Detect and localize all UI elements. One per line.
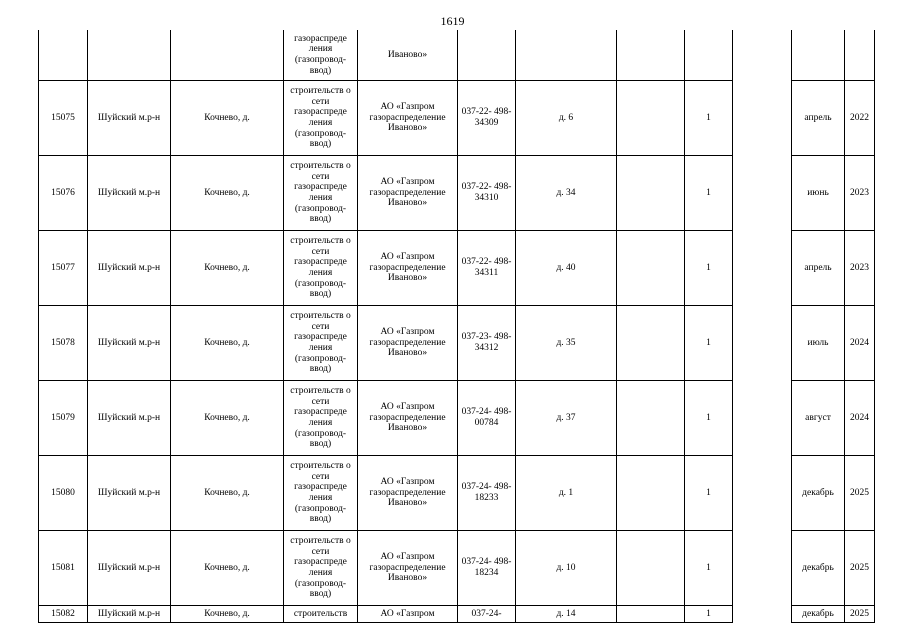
cell-purpose: строительств о сети газораспреде ления (газопровод- ввод) (284, 456, 358, 531)
cell-purpose: строительств о сети газораспреде ления (газопровод- ввод) (284, 306, 358, 381)
cell-organization: АО «Газпром газораспределение Иваново» (358, 531, 458, 606)
cell-house: д. 14 (516, 606, 617, 623)
cell-organization: АО «Газпром (358, 606, 458, 623)
cell-locality (171, 30, 284, 81)
cell-locality: Кочнево, д. (171, 306, 284, 381)
cell-month: август (792, 381, 845, 456)
table-row (39, 306, 875, 381)
cell-district: Шуйский м.р-н (88, 231, 171, 306)
cell-count: 1 (685, 456, 733, 531)
cell-year (845, 30, 875, 81)
cell-id: 15080 (39, 456, 88, 531)
cell-extra (617, 306, 685, 381)
cell-gap (733, 381, 792, 456)
cell-purpose: строительств о сети газораспреде ления (газопровод- ввод) (284, 231, 358, 306)
cell-year: 2023 (845, 231, 875, 306)
table-row (39, 156, 875, 231)
cell-gap (733, 306, 792, 381)
cell-house: д. 1 (516, 456, 617, 531)
cell-month: июнь (792, 156, 845, 231)
cell-house: д. 35 (516, 306, 617, 381)
table-row (39, 531, 875, 606)
cell-code: 037-22- 498-34310 (458, 156, 516, 231)
registry-table (38, 30, 875, 623)
cell-year: 2025 (845, 606, 875, 623)
cell-extra (617, 606, 685, 623)
cell-locality: Кочнево, д. (171, 231, 284, 306)
cell-district: Шуйский м.р-н (88, 381, 171, 456)
cell-id: 15075 (39, 81, 88, 156)
cell-gap (733, 231, 792, 306)
cell-count: 1 (685, 531, 733, 606)
cell-district: Шуйский м.р-н (88, 456, 171, 531)
cell-year: 2025 (845, 456, 875, 531)
cell-count (685, 30, 733, 81)
cell-month: декабрь (792, 606, 845, 623)
cell-code (458, 30, 516, 81)
cell-house: д. 40 (516, 231, 617, 306)
cell-code: 037-24- 498-18233 (458, 456, 516, 531)
cell-house: д. 10 (516, 531, 617, 606)
cell-count: 1 (685, 381, 733, 456)
table-row (39, 81, 875, 156)
cell-code: 037-24- 498-00784 (458, 381, 516, 456)
cell-organization: АО «Газпром газораспределение Иваново» (358, 231, 458, 306)
cell-month: апрель (792, 231, 845, 306)
cell-house (516, 30, 617, 81)
cell-purpose: строительств о сети газораспреде ления (газопровод- ввод) (284, 156, 358, 231)
cell-locality: Кочнево, д. (171, 381, 284, 456)
cell-year: 2023 (845, 156, 875, 231)
cell-locality: Кочнево, д. (171, 81, 284, 156)
table-row (39, 456, 875, 531)
cell-organization: АО «Газпром газораспределение Иваново» (358, 381, 458, 456)
cell-code: 037-24- 498-18234 (458, 531, 516, 606)
cell-id: 15081 (39, 531, 88, 606)
cell-id: 15082 (39, 606, 88, 623)
cell-id (39, 30, 88, 81)
cell-count: 1 (685, 606, 733, 623)
cell-gap (733, 30, 792, 81)
cell-district: Шуйский м.р-н (88, 606, 171, 623)
cell-locality: Кочнево, д. (171, 531, 284, 606)
cell-house: д. 6 (516, 81, 617, 156)
cell-purpose: строительств о сети газораспреде ления (газопровод- ввод) (284, 81, 358, 156)
cell-gap (733, 606, 792, 623)
table-row (39, 231, 875, 306)
cell-count: 1 (685, 231, 733, 306)
cell-code: 037-23- 498-34312 (458, 306, 516, 381)
cell-count: 1 (685, 156, 733, 231)
cell-house: д. 37 (516, 381, 617, 456)
table-row (39, 606, 875, 623)
cell-organization: АО «Газпром газораспределение Иваново» (358, 306, 458, 381)
cell-organization: АО «Газпром газораспределение Иваново» (358, 81, 458, 156)
cell-extra (617, 30, 685, 81)
cell-extra (617, 456, 685, 531)
cell-month: июль (792, 306, 845, 381)
cell-gap (733, 456, 792, 531)
cell-gap (733, 531, 792, 606)
cell-district: Шуйский м.р-н (88, 156, 171, 231)
cell-locality: Кочнево, д. (171, 156, 284, 231)
cell-district: Шуйский м.р-н (88, 531, 171, 606)
cell-district: Шуйский м.р-н (88, 81, 171, 156)
cell-extra (617, 81, 685, 156)
cell-extra (617, 231, 685, 306)
cell-district: Шуйский м.р-н (88, 306, 171, 381)
cell-locality: Кочнево, д. (171, 456, 284, 531)
cell-extra (617, 531, 685, 606)
cell-count: 1 (685, 306, 733, 381)
cell-purpose: строительств (284, 606, 358, 623)
cell-district (88, 30, 171, 81)
cell-id: 15076 (39, 156, 88, 231)
table-row (39, 381, 875, 456)
cell-purpose: газораспреде ления (газопровод- ввод) (284, 30, 358, 81)
cell-year: 2024 (845, 381, 875, 456)
cell-organization: АО «Газпром газораспределение Иваново» (358, 156, 458, 231)
cell-year: 2022 (845, 81, 875, 156)
cell-purpose: строительств о сети газораспреде ления (газопровод- ввод) (284, 381, 358, 456)
cell-month (792, 30, 845, 81)
cell-id: 15078 (39, 306, 88, 381)
cell-gap (733, 81, 792, 156)
cell-year: 2025 (845, 531, 875, 606)
cell-code: 037-24- (458, 606, 516, 623)
cell-organization: АО «Газпром газораспределение Иваново» (358, 456, 458, 531)
cell-id: 15079 (39, 381, 88, 456)
continuation-row (39, 30, 875, 81)
page-number: 1619 (440, 14, 465, 28)
cell-purpose: строительств о сети газораспреде ления (газопровод- ввод) (284, 531, 358, 606)
cell-month: декабрь (792, 531, 845, 606)
cell-extra (617, 156, 685, 231)
cell-month: апрель (792, 81, 845, 156)
cell-house: д. 34 (516, 156, 617, 231)
cell-extra (617, 381, 685, 456)
cell-gap (733, 156, 792, 231)
cell-year: 2024 (845, 306, 875, 381)
cell-code: 037-22- 498-34311 (458, 231, 516, 306)
cell-code: 037-22- 498-34309 (458, 81, 516, 156)
table-body (39, 30, 875, 623)
cell-locality: Кочнево, д. (171, 606, 284, 623)
cell-id: 15077 (39, 231, 88, 306)
cell-count: 1 (685, 81, 733, 156)
cell-organization: Иваново» (358, 30, 458, 81)
cell-month: декабрь (792, 456, 845, 531)
